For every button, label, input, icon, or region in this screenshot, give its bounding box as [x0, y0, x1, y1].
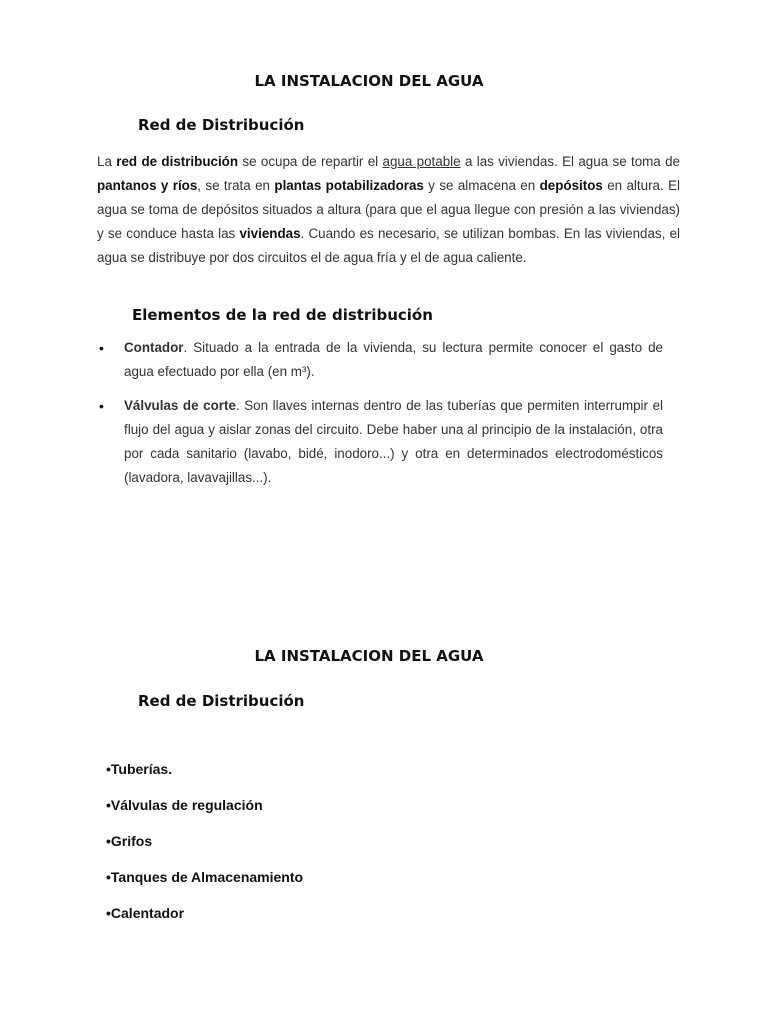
section2-subtitle: Red de Distribución	[138, 692, 305, 710]
list-item: •Grifos	[106, 833, 153, 849]
bold-term: Válvulas de corte	[124, 398, 236, 413]
text-run: . Son llaves internas dentro de las tuberías que permiten interrumpir el flujo del agua y aislar zonas del circuito. Debe haber una al principio de la instalación, otra por cada sanitario (lavabo, bidé, inodoro...) y otra en determinados electrodomésticos (lavadora, lavavajillas...).	[124, 398, 663, 485]
text-run: La	[97, 154, 117, 169]
list-item	[97, 394, 663, 490]
text-run: . Cuando es necesario, se utilizan bombas. En las viviendas, el agua se distribuye por dos circuitos el de agua fría y el de agua caliente.	[97, 226, 680, 265]
list-item: •Calentador	[106, 905, 185, 921]
bullet-icon: •	[99, 398, 104, 414]
bold-term: red de distribución	[116, 154, 239, 169]
elements-heading: Elementos de la red de distribución	[132, 306, 433, 324]
text-run: en altura. El agua se toma de depósitos situados a altura (para que el agua llegue con presión a las viviendas) y se conduce hasta las	[97, 178, 680, 241]
section2-title: LA INSTALACION DEL AGUA	[254, 647, 484, 665]
bold-term: plantas potabilizadoras	[274, 178, 424, 193]
bold-term: depósitos	[539, 178, 603, 193]
section1-title: LA INSTALACION DEL AGUA	[254, 72, 484, 90]
text-run: y se almacena en	[423, 178, 540, 193]
components-list	[106, 761, 303, 941]
list-item: •Tuberías.	[106, 761, 173, 777]
section1-subtitle: Red de Distribución	[138, 116, 305, 134]
underlined-term: agua potable	[382, 154, 461, 169]
bold-term: pantanos y ríos	[97, 178, 198, 193]
text-run: se ocupa de repartir el	[238, 154, 383, 169]
text-run: a las viviendas. El agua se toma de	[460, 154, 681, 169]
bold-term: viviendas	[239, 226, 301, 241]
bold-term: Contador	[124, 340, 184, 355]
text-run: , se trata en	[197, 178, 275, 193]
text-run: . Situado a la entrada de la vivienda, su lectura permite conocer el gasto de agua efectuado por ella (en m³).	[124, 340, 663, 379]
list-item: •Tanques de Almacenamiento	[106, 869, 304, 885]
list-item: •Válvulas de regulación	[106, 797, 263, 813]
bullet-icon: •	[99, 340, 104, 356]
list-item	[97, 336, 663, 384]
distribution-paragraph	[97, 150, 680, 270]
elements-list	[97, 336, 663, 490]
